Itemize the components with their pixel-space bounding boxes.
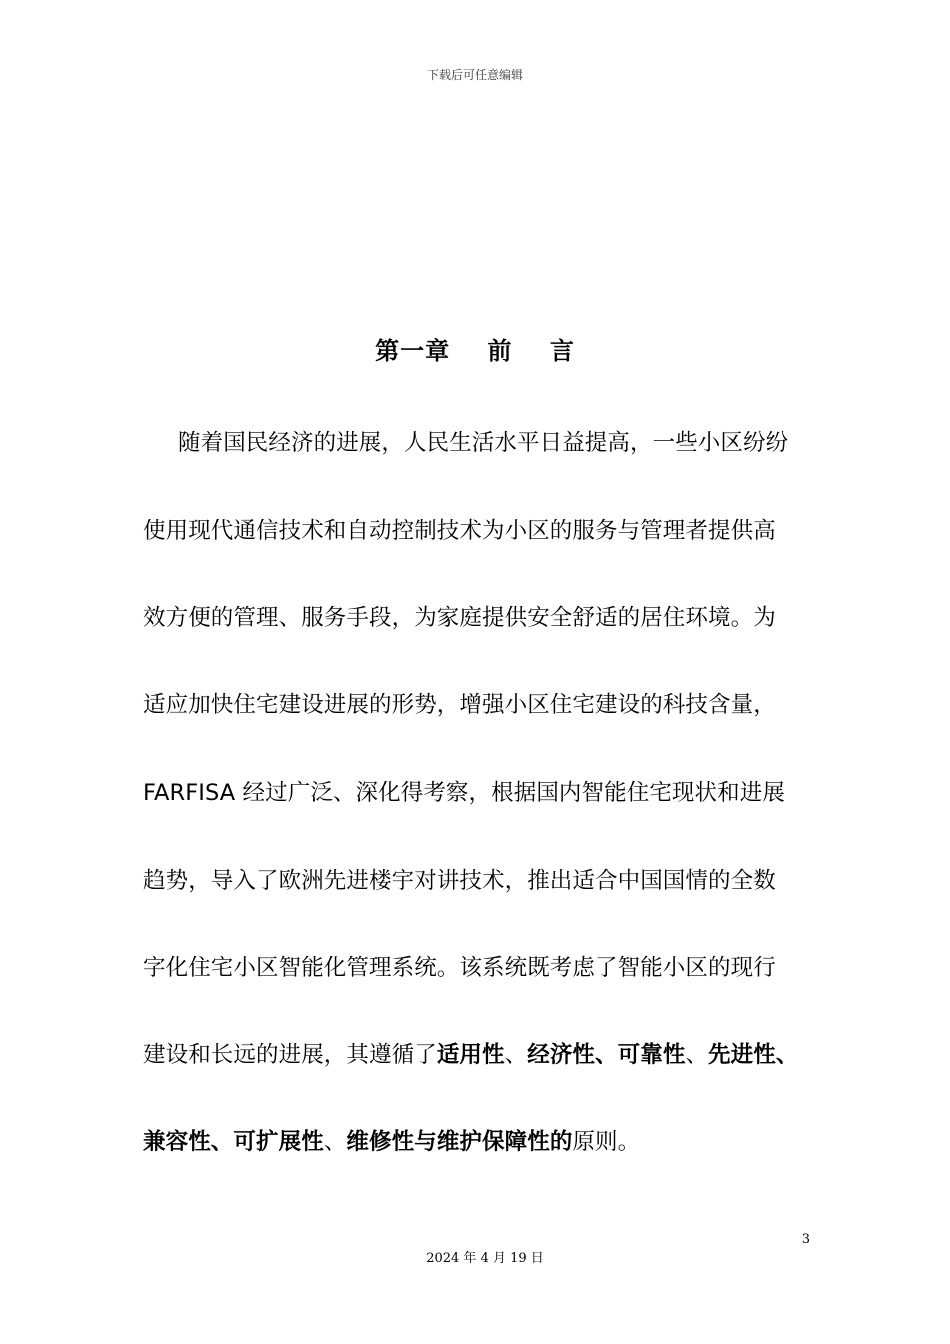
principle-text: 先进性、 [708, 1042, 799, 1068]
paragraph-text: 原则。 [572, 1129, 641, 1155]
paragraph-line: 随着国民经济的进展，人民生活水平日益提高，一些小区纷纷 [178, 430, 789, 456]
footer-date: 2024 年 4 月 19 日 [426, 1251, 544, 1266]
principle-text: 适用性 [436, 1042, 505, 1068]
paragraph-line: 趋势，导入了欧洲先进楼宇对讲技术，推出适合中国国情的全数 [143, 868, 776, 894]
separator-text: 、 [685, 1042, 709, 1068]
page-number: 3 [801, 1232, 810, 1247]
principle-text: 经济性、可靠性 [527, 1042, 686, 1068]
paragraph-line: 适应加快住宅建设进展的形势，增强小区住宅建设的科技含量， [143, 692, 776, 718]
principle-text: 维修性与维护保障性的 [346, 1129, 573, 1155]
paragraph-line: 效方便的管理、服务手段，为家庭提供安全舒适的居住环境。为 [143, 605, 776, 631]
paragraph-line [143, 1040, 833, 1070]
paragraph-text: 建设和长远的进展，其遵循了 [143, 1042, 437, 1068]
paragraph-line [143, 1127, 833, 1157]
principle-text: 兼容性、可扩展性 [143, 1129, 324, 1155]
paragraph-line: 字化住宅小区智能化管理系统。该系统既考虑了智能小区的现行 [143, 955, 776, 981]
chapter-title: 第一章 前 言 [375, 337, 575, 365]
separator-text: 、 [504, 1042, 528, 1068]
paragraph-line: 使用现代通信技术和自动控制技术为小区的服务与管理者提供高 [143, 518, 776, 544]
paragraph-line: FARFISA 经过广泛、深化得考察，根据国内智能住宅现状和进展 [143, 780, 785, 806]
separator-text: 、 [323, 1129, 347, 1155]
header-note: 下载后可任意编辑 [426, 68, 523, 82]
